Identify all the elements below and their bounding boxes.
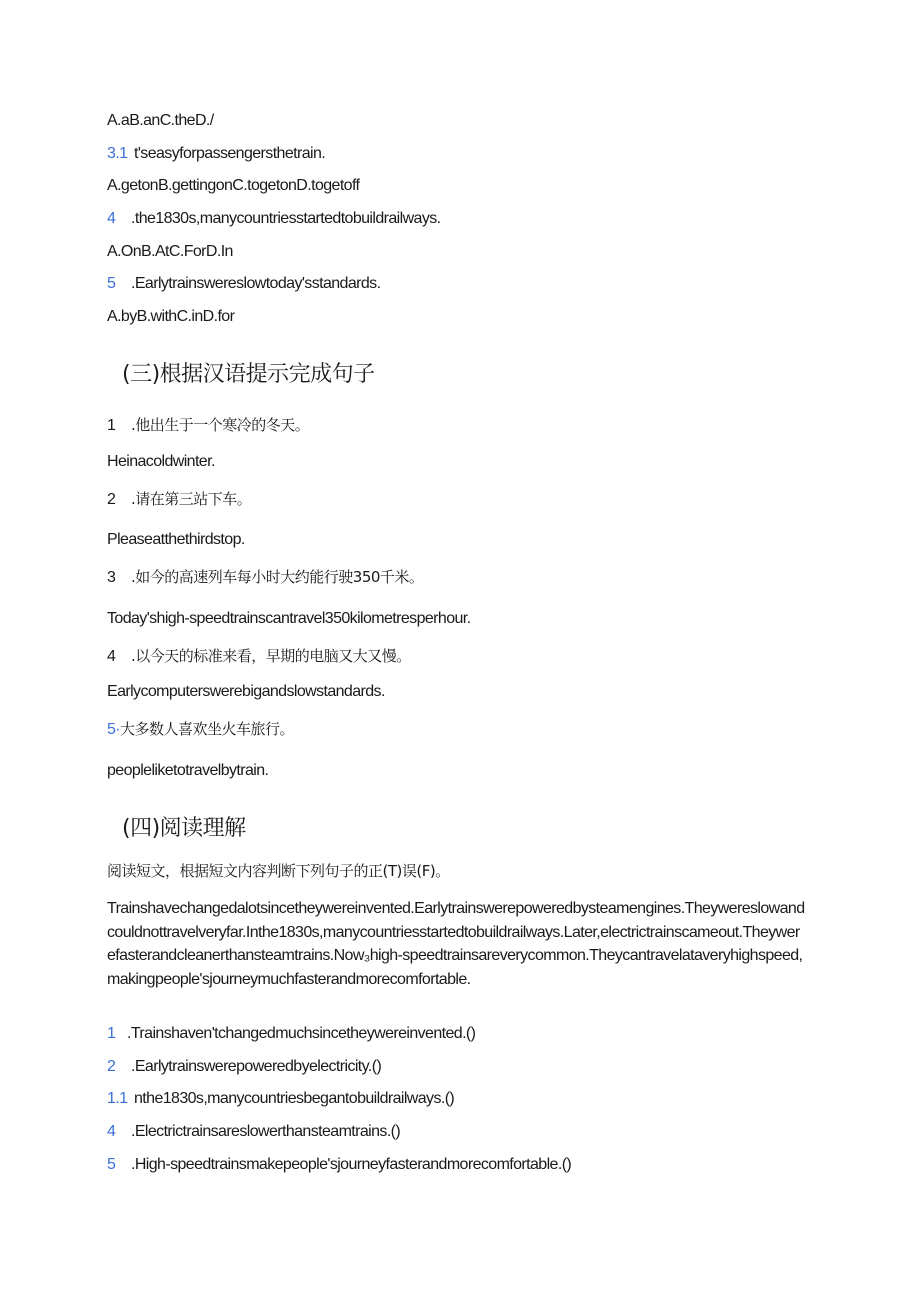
item-number: 1.1 bbox=[107, 1090, 128, 1107]
chinese-prompt: .以今天的标准来看，早期的电脑又大又慢。 bbox=[131, 647, 411, 665]
tf-item-1 bbox=[107, 1024, 475, 1044]
question-text: .the1830s,manycountriesstartedtobuildrailways. bbox=[131, 210, 441, 227]
translation-item-2-answer: Pleaseatthethirdstop. bbox=[107, 531, 245, 548]
reading-instruction: 阅读短文，根据短文内容判断下列句子的正(T)误(F)。 bbox=[107, 862, 450, 880]
tf-item-4 bbox=[107, 1122, 400, 1142]
translation-item-3-answer: Today'shigh-speedtrainscantravel350kilometresperhour. bbox=[107, 610, 471, 627]
translation-item-4-answer: Earlycomputerswerebigandslowstandards. bbox=[107, 683, 385, 700]
tf-item-2 bbox=[107, 1057, 381, 1077]
q3-options: A.getonB.gettingonC.togetonD.togetoff bbox=[107, 177, 360, 194]
item-number: 5 bbox=[107, 1156, 116, 1173]
translation-item-5-answer: peopleliketotravelbytrain. bbox=[107, 762, 269, 779]
chinese-prompt: .请在第三站下车。 bbox=[131, 490, 252, 508]
q4-options: A.OnB.AtC.ForD.In bbox=[107, 243, 233, 260]
item-number: 2 bbox=[107, 1058, 116, 1075]
section-heading: (三)根据汉语提示完成句子 bbox=[122, 362, 375, 387]
statement-text: .Earlytrainswerepoweredbyelectricity.() bbox=[131, 1058, 382, 1075]
translation-item-5-prompt bbox=[107, 719, 294, 740]
item-number: 3 bbox=[107, 569, 116, 586]
q5-options: A.byB.withC.inD.for bbox=[107, 308, 235, 325]
reading-passage: Trainshavechangedalotsincetheywereinvented.Earlytrainswerepoweredbysteamengines.Theywereslowandcouldnottravelveryfar.Inthe1830s,manycountriesstartedtobuildrailways.Later,electrictrainscameout.Theywerefasterandcleanerthansteamtrains.Now₃high-speedtrainsareverycommon.Theycantravelataveryhighspeed,makingpeople'sjourneymuchfasterandmorecomfortable. bbox=[107, 900, 805, 988]
chinese-prompt: .如今的高速列车每小时大约能行驶350千米。 bbox=[131, 568, 424, 586]
statement-text: .Trainshaven'tchangedmuchsincetheywereinvented.() bbox=[127, 1025, 476, 1042]
item-number: 4 bbox=[107, 1123, 116, 1140]
item-number: 4 bbox=[107, 648, 116, 665]
question-number: 5 bbox=[107, 275, 116, 292]
question-text: .Earlytrainswereslowtoday'sstandards. bbox=[131, 275, 381, 292]
section-heading: (四)阅读理解 bbox=[122, 816, 246, 841]
statement-text: .Electrictrainsareslowerthansteamtrains.() bbox=[131, 1123, 401, 1140]
chinese-prompt: .他出生于一个寒冷的冬天。 bbox=[131, 416, 310, 434]
item-number: 1 bbox=[107, 1025, 116, 1042]
translation-item-1-prompt bbox=[107, 415, 309, 436]
item-number: 5· bbox=[107, 721, 121, 738]
item-number: 2 bbox=[107, 491, 116, 508]
statement-text: .High-speedtrainsmakepeople'sjourneyfasterandmorecomfortable.() bbox=[131, 1156, 572, 1173]
q2-options: A.aB.anC.theD./ bbox=[107, 112, 214, 129]
question-3 bbox=[107, 144, 325, 164]
statement-text: nthe1830s,manycountriesbegantobuildrailways.() bbox=[134, 1090, 455, 1107]
question-number: 4 bbox=[107, 210, 116, 227]
tf-item-5 bbox=[107, 1155, 571, 1175]
tf-item-3 bbox=[107, 1089, 454, 1109]
translation-item-1-answer: Heinacoldwinter. bbox=[107, 453, 215, 470]
question-number: 3.1 bbox=[107, 145, 128, 162]
translation-item-2-prompt bbox=[107, 489, 251, 510]
translation-item-3-prompt bbox=[107, 567, 423, 588]
item-number: 1 bbox=[107, 417, 116, 434]
translation-item-4-prompt bbox=[107, 646, 411, 667]
chinese-prompt: 大多数人喜欢坐火车旅行。 bbox=[120, 720, 295, 738]
question-text: t'seasyforpassengersthetrain. bbox=[134, 145, 326, 162]
question-5 bbox=[107, 274, 380, 294]
question-4 bbox=[107, 209, 440, 229]
